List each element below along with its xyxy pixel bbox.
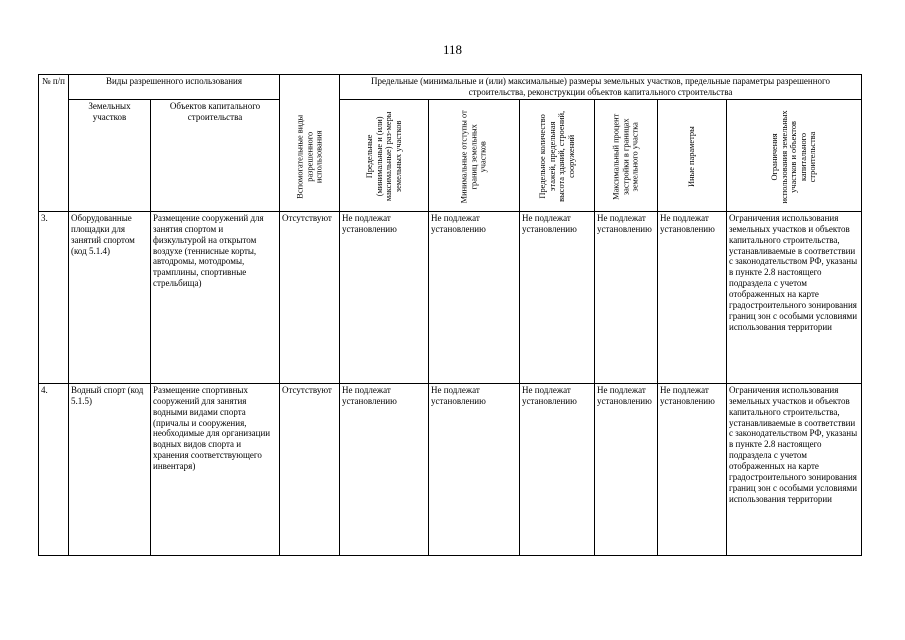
row-num: 4. [39, 383, 69, 555]
table-row [39, 211, 862, 383]
header-setback: Минимальные отступы от границ земельных участков [429, 99, 520, 211]
row-auxiliary: Отсутствуют [280, 383, 340, 555]
row-floors: Не подлежат установлению [520, 383, 595, 555]
header-limits: Предельные (минимальные и (или) максимальные) размеры земельных участков, предельные параметры разрешенного строительства, реконструкции объектов капитального строительства [340, 75, 862, 100]
header-restrictions: Ограничения использования земельных участков и объектов капитального строительства [727, 99, 862, 211]
row-restrictions: Ограничения использования земельных участков и объектов капитального строительства, устанавливаемые в соответствии с законодательством РФ, указаны в пункте 2.8 настоящего подраздела с учетом отображенных на карте градостроительного зонирования границ зон с особыми условиями использования территории [727, 383, 862, 555]
header-num: № п/п [39, 75, 69, 212]
row-capital-use: Размещение сооружений для занятия спортом и физкультурой на открытом воздухе (теннисные корты, автодромы, мотодромы, трамплины, спортивные стрельбища) [151, 211, 280, 383]
row-land-use: Водный спорт (код 5.1.5) [69, 383, 151, 555]
row-land-use: Оборудованные площадки для занятий спортом (код 5.1.4) [69, 211, 151, 383]
row-capital-use: Размещение спортивных сооружений для занятия водными видами спорта (причалы и сооружения, необходимые для организации водных видов спорта и хранения соответствующего инвентаря) [151, 383, 280, 555]
header-coverage: Максимальный процент застройки в границах земельного участка [595, 99, 658, 211]
row-size: Не подлежат установлению [340, 383, 429, 555]
land-use-table [38, 74, 862, 556]
row-restrictions: Ограничения использования земельных участков и объектов капитального строительства, устанавливаемые в соответствии с законодательством РФ, указаны в пункте 2.8 настоящего подраздела с учетом отображенных на карте градостроительного зонирования границ зон с особыми условиями использования территории [727, 211, 862, 383]
header-capital: Объектов капитального строительства [151, 99, 280, 211]
row-coverage: Не подлежат установлению [595, 211, 658, 383]
row-other: Не подлежат установлению [658, 211, 727, 383]
row-coverage: Не подлежат установлению [595, 383, 658, 555]
header-floors: Предельное количество этажей, предельная высота зданий, строений, сооружений [520, 99, 595, 211]
row-setback: Не подлежат установлению [429, 383, 520, 555]
header-land: Земельных участков [69, 99, 151, 211]
page-number: 118 [442, 42, 463, 57]
row-size: Не подлежат установлению [340, 211, 429, 383]
row-other: Не подлежат установлению [658, 383, 727, 555]
row-setback: Не подлежат установлению [429, 211, 520, 383]
header-use-types: Виды разрешенного использования [69, 75, 280, 100]
table-row [39, 383, 862, 555]
header-other: Иные параметры [658, 99, 727, 211]
row-floors: Не подлежат установлению [520, 211, 595, 383]
header-auxiliary: Вспомогательные виды разрешенного использования [280, 75, 340, 212]
row-auxiliary: Отсутствуют [280, 211, 340, 383]
row-num: 3. [39, 211, 69, 383]
header-size: Предельные (минимальные и (или) максимальные) раз-меры земельных участков [340, 99, 429, 211]
